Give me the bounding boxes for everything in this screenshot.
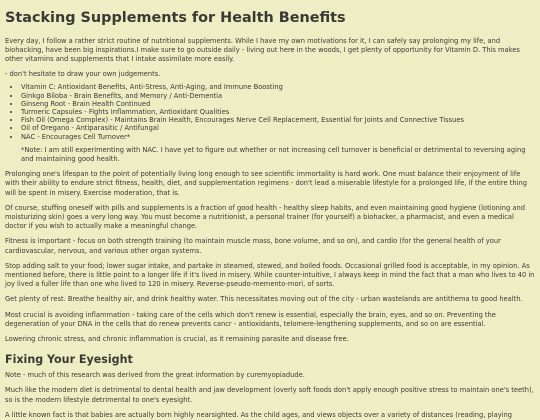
judgement-line: - don't hesitate to draw your own judgements. [5,70,161,79]
eyesight-paragraph: A little known fact is that babies are actually born highly nearsighted. As the child ages, and views objects over a variety of distances (reading, playing [5,410,513,419]
body-paragraph: Lowering chronic stress, and chronic inflammation is crucial, as it remaining parasite and disease free. [5,335,349,344]
eyesight-paragraph: Note - much of this research was derived from the great information by curemyopiadude. [5,371,305,380]
body-paragraph: Of course, stuffing oneself with pills and supplements is a fraction of good health - healthy sleep habits, and even maintaining good hygiene (lotioning and moisturizing skin) goes a very long way. You must become a nutritionist, a personal trainer (for yourself) a biohacker, a pharmacist, and even a medical doctor if you wish to actually make a meaningful change. [5,203,525,231]
body-paragraph: Fitness is important - focus on both strength training (to maintain muscle mass, bone volume, and so on), and cardio (for the general health of your cardiovascular, nervous, and various other organ systems. [5,237,501,255]
list-item: • Vitamin C: Antioxidant Benefits, Anti-Stress, Anti-Aging, and Immune Boosting [21,83,535,91]
intro-paragraph: Every day, I follow a rather strict routine of nutritional supplements. While I have my own motivations for it, I can safely say prolonging my life, and biohacking, have been big inspirations.I make sure to go outside daily - living out here in the woods, I get plenty of opportunity for Vitamin D. This makes other vitamins and supplements that I intake assimilate more easily. [5,36,520,63]
body-paragraph: Stop adding salt to your food; lower sugar intake, and partake in steamed, stewed, and boiled foods. Occasional grilled food is acceptable, in my opinion. As mentioned before, there is little point to a longer life if it's lived in misery. While counter-intuitive, I always keep in mind the fact that a man who lives to 40 in joy lived a fuller life than one who lived to 120 in misery. Reverse-pseudo-memento-mori, of sorts. [5,261,535,289]
nac-note: *Note: I am still experimenting with NAC. I have yet to figure out whether or not increasing cell turnover is beneficial or detrimental to reversing aging and maintaining good health. [21,145,526,163]
list-item: • Fish Oil (Omega Complex) - Maintains Brain Health, Encourages Nerve Cell Replacement, Essential for Joints and Connective Tissues [21,116,535,124]
page-title: Stacking Supplements for Health Benefits [5,10,346,26]
body-paragraph: Most crucial is avoiding inflammation - taking care of the cells which don't renew is essential, especially the brain, eyes, and so on. Preventing the degeneration of your DNA in the cells that do renew prevents cancr - antioxidants, telomere-lengthening supplements, and so on are essential. [5,310,496,328]
list-item: • Ginseng Root - Brain Health Continued [21,100,535,108]
section-heading-eyesight: Fixing Your Eyesight [5,353,133,367]
list-item: • Oil of Oregano - Antiparasitic / Antifungal [21,124,535,132]
body-paragraph: Get plenty of rest. Breathe healthy air, and drink healthy water. This necessitates moving out of the city - urban wastelands are antithema to good health. [5,295,523,304]
list-item: • Ginkgo Biloba - Brain Benefits, and Memory / Anti-Dementia [21,92,535,100]
eyesight-paragraph: Much like the modern diet is detrimental to dental health and jaw development (overly soft foods don't apply enough positive stress to maintain one's teeth), so is the modern lifestyle detrimental to one's eyesight. [5,386,534,404]
supplement-list [5,83,535,140]
list-item: • Turmeric Capsules - Fights Inflammation, Antioxidant Qualities [21,108,535,116]
body-paragraph: Prolonging one's lifespan to the point of potentially living long enough to see scientific immortality is hard work. One must balance their enjoyment of life with their ability to endure strict fitness, health, diet, and supplementation regimens - don't lead a miserable lifestyle for a prolonged life, if the entire thing will be spent in misery. Exercise moderation, that is. [5,170,527,197]
list-item: • NAC - Encourages Cell Turnover* [21,133,535,141]
